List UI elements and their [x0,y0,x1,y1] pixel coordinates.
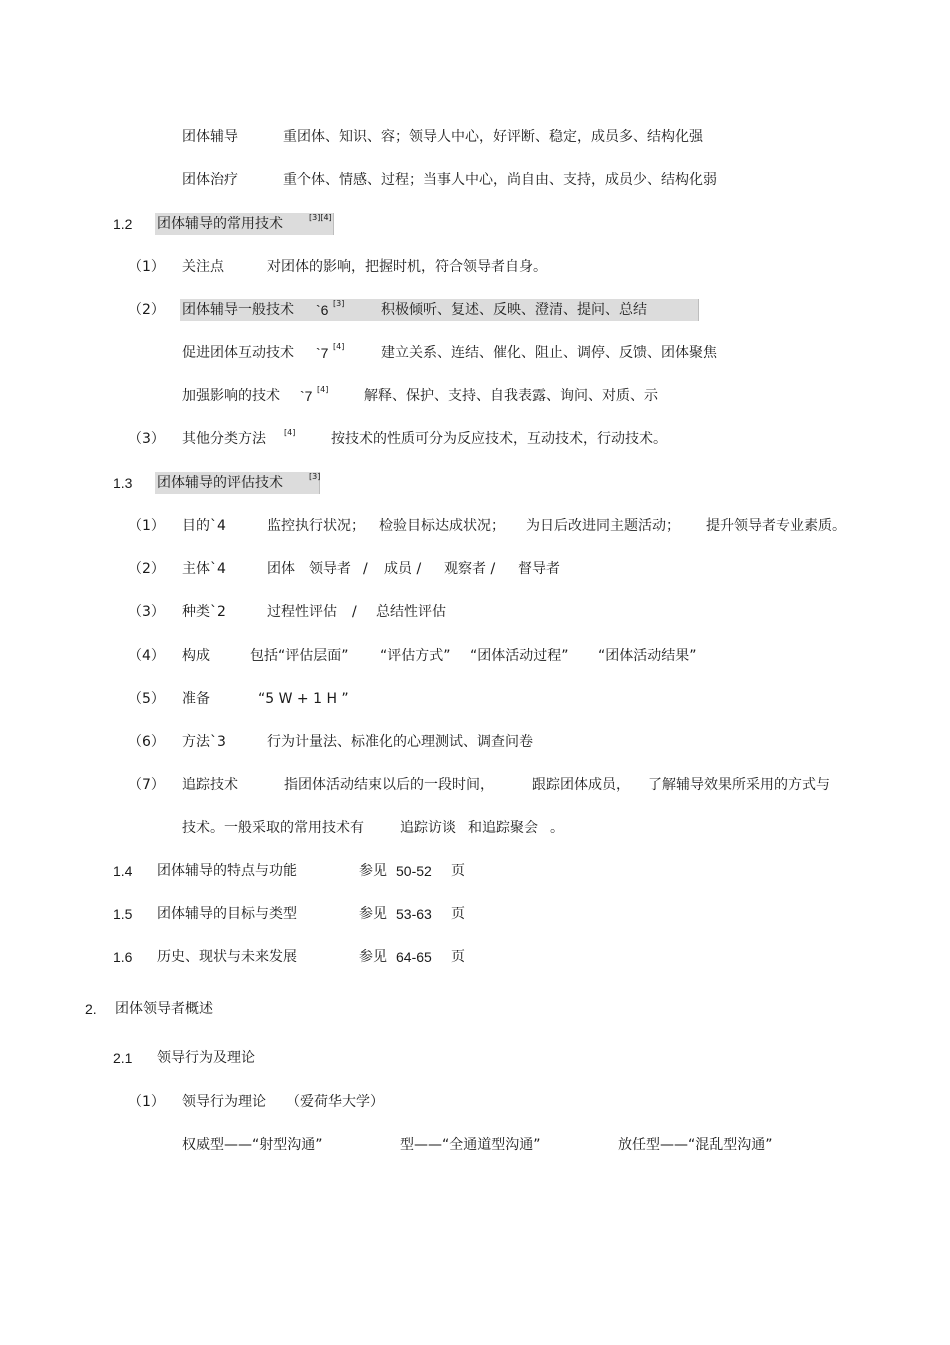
page-ref-unit: 页 [451,906,465,922]
item-tick: `6 [316,302,329,318]
leadership-types [0,1135,950,1155]
item-number: （4） [128,648,165,664]
section-title: 团体辅导的常用技术 [157,216,283,232]
page-ref-unit: 页 [451,949,465,965]
item-desc: 为日后改进同主题活动； [526,518,680,534]
list-item [0,646,950,666]
compare-row [0,127,950,147]
item-desc: / [352,604,357,620]
section-number: 1.3 [113,475,133,491]
citation: [3] [333,299,345,308]
item-desc: 督导者 [518,561,560,577]
page-ref-pages: 64-65 [396,949,432,965]
type-democratic: 型——“全通道型沟通” [400,1137,541,1153]
section-heading-1-2 [0,214,950,234]
page-ref-unit: 页 [451,863,465,879]
item-desc: 追踪访谈 [400,820,456,836]
section-title: 团体辅导的评估技术 [157,475,283,491]
citation: [4] [317,385,329,394]
item-desc: 过程性评估 [267,604,337,620]
item-desc: 。 [550,820,564,836]
page-ref-label: 参见 [359,906,387,922]
item-label: 方法`3 [182,734,226,750]
item-desc: 包括“评估层面” [250,648,349,664]
list-item [0,386,950,406]
item-desc: 建立关系、连结、催化、阻止、调停、反馈、团体聚焦 [381,345,717,361]
list-item [0,775,950,795]
item-number: （1） [128,1094,165,1110]
list-item [0,602,950,622]
list-item [0,559,950,579]
section-title: 团体辅导的特点与功能 [157,863,297,879]
page-ref-pages: 53-63 [396,906,432,922]
item-number: （2） [128,302,165,318]
section-title: 团体辅导的目标与类型 [157,906,297,922]
section-number: 1.2 [113,216,133,232]
item-desc: “团体活动过程” [470,648,569,664]
item-label: 其他分类方法 [182,431,266,447]
item-label: 促进团体互动技术 [182,345,294,361]
item-desc: “评估方式” [380,648,451,664]
item-tick: `7 [300,388,313,404]
list-item [0,429,950,449]
item-label: 领导行为理论 [182,1094,266,1110]
item-desc: 总结性评估 [376,604,446,620]
list-item [0,689,950,709]
item-desc: / [363,561,368,577]
compare-row [0,170,950,190]
list-item [0,300,950,320]
compare-label: 团体治疗 [182,172,238,188]
chapter-heading-2 [0,999,950,1019]
item-desc: 观察者 / [444,561,496,577]
item-note: （爱荷华大学） [286,1094,384,1110]
item-number: （7） [128,777,165,793]
item-desc: 解释、保护、支持、自我表露、询问、对质、示 [364,388,658,404]
section-title: 历史、现状与未来发展 [157,949,297,965]
list-item [0,516,950,536]
item-desc: 和追踪聚会 [468,820,538,836]
item-desc: 成员 / [384,561,422,577]
item-label: 准备 [182,691,210,707]
item-desc: 按技术的性质可分为反应技术，互动技术，行动技术。 [331,431,667,447]
item-number: （5） [128,691,165,707]
item-label: 目的`4 [182,518,226,534]
section-number: 1.5 [113,906,133,922]
list-item [0,343,950,363]
item-label: 团体辅导一般技术 [182,302,294,318]
item-desc: 对团体的影响，把握时机，符合领导者自身。 [267,259,547,275]
item-number: （1） [128,518,165,534]
section-heading-1-4 [0,861,950,881]
item-label: 追踪技术 [182,777,238,793]
item-label: 构成 [182,648,210,664]
list-item-continued [0,818,950,838]
list-item [0,732,950,752]
section-heading-1-5 [0,904,950,924]
section-number: 1.6 [113,949,133,965]
section-number: 1.4 [113,863,133,879]
item-desc: “团体活动结果” [598,648,697,664]
page-ref-label: 参见 [359,949,387,965]
citation: [4] [284,428,296,437]
item-number: （3） [128,431,165,447]
type-laissez-faire: 放任型——“混乱型沟通” [618,1137,773,1153]
compare-label: 团体辅导 [182,129,238,145]
item-desc: 监控执行状况； [267,518,365,534]
item-desc: 指团体活动结束以后的一段时间， [284,777,494,793]
citation: [4] [333,342,345,351]
list-item [0,257,950,277]
item-tick: `7 [316,345,329,361]
compare-desc: 重个体、情感、过程；当事人中心，尚自由、支持，成员少、结构化弱 [283,172,717,188]
section-title: 团体领导者概述 [115,1001,213,1017]
item-label: 主体`4 [182,561,226,577]
item-desc: 检验目标达成状况； [379,518,505,534]
section-title: 领导行为及理论 [157,1050,255,1066]
page-ref-pages: 50-52 [396,863,432,879]
section-heading-2-1 [0,1048,950,1068]
citation: [3] [309,472,321,481]
page-ref-label: 参见 [359,863,387,879]
section-heading-1-6 [0,947,950,967]
item-number: （1） [128,259,165,275]
item-label: 关注点 [182,259,224,275]
compare-desc: 重团体、知识、容；领导人中心，好评断、稳定，成员多、结构化强 [283,129,703,145]
item-desc: 技术。一般采取的常用技术有 [182,820,364,836]
item-number: （6） [128,734,165,750]
item-label: 种类`2 [182,604,226,620]
item-desc: “5 W + 1 H ” [258,691,349,707]
item-desc: 团体 [267,561,295,577]
item-number: （3） [128,604,165,620]
item-desc: 了解辅导效果所采用的方式与 [648,777,830,793]
section-number: 2. [85,1001,97,1017]
list-item [0,1092,950,1112]
section-number: 2.1 [113,1050,133,1066]
item-desc: 行为计量法、标准化的心理测试、调查问卷 [267,734,533,750]
item-desc: 提升领导者专业素质。 [706,518,846,534]
item-desc: 积极倾听、复述、反映、澄清、提问、总结 [381,302,647,318]
item-desc: 跟踪团体成员， [532,777,630,793]
citation: [3][4] [309,213,332,222]
item-label: 加强影响的技术 [182,388,280,404]
section-heading-1-3 [0,473,950,493]
type-authoritarian: 权威型——“射型沟通” [182,1137,323,1153]
item-number: （2） [128,561,165,577]
item-desc: 领导者 [309,561,351,577]
